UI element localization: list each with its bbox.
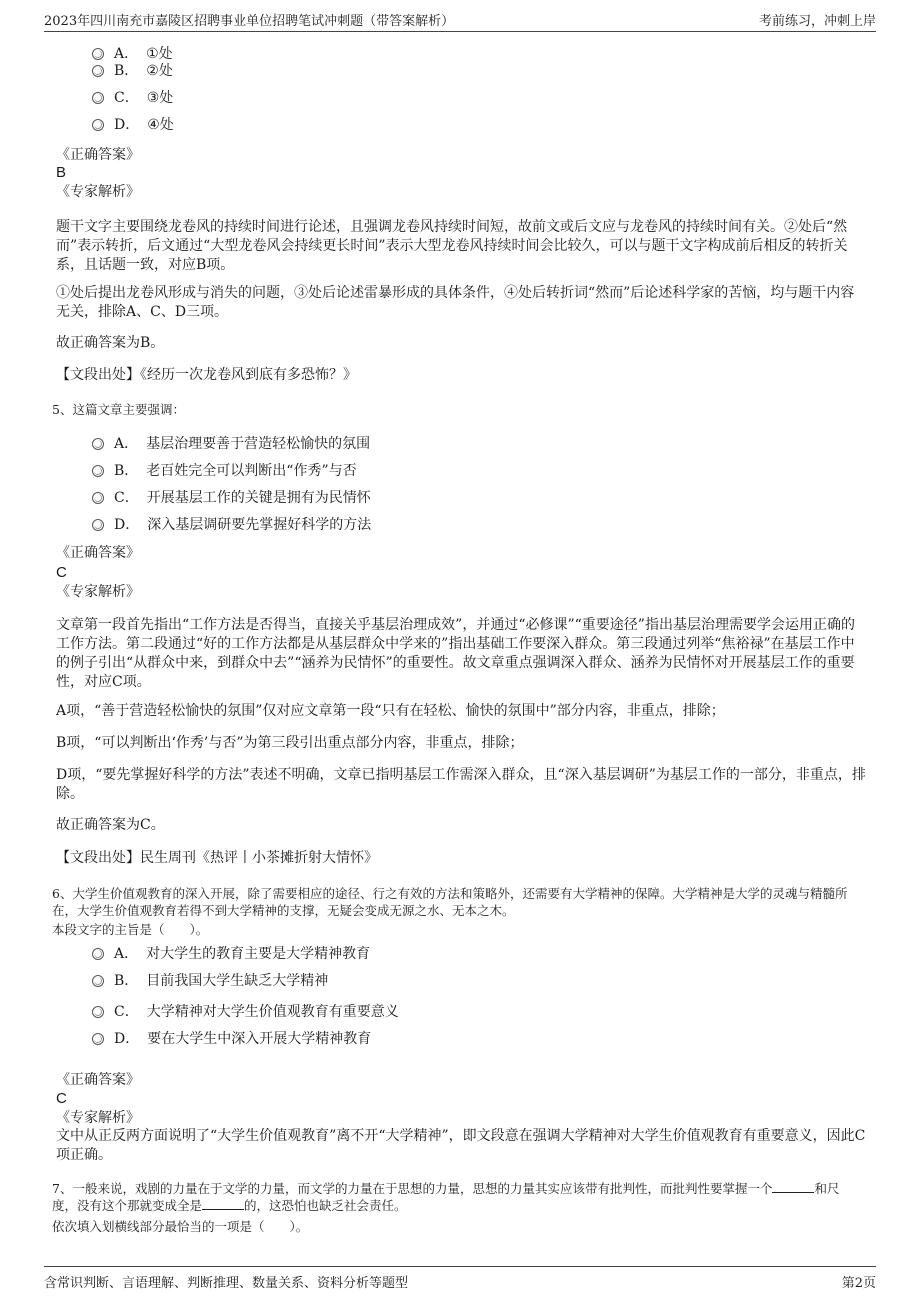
q5-option-a[interactable]: A． 基层治理要善于营造轻松愉快的氛围 [92,435,370,454]
q4-analysis-p3: 故正确答案为B。 [56,335,165,351]
radio-icon[interactable] [92,438,104,450]
q5-analysis-label: 《专家解析》 [56,584,140,600]
q5-analysis-p2: A项，“善于营造轻松愉快的氛围”仅对应文章第一段“只有在轻松、愉快的氛围中”部分内容，非重点，排除； [56,703,725,719]
q7-question: 依次填入划横线部分最恰当的一项是（ ）。 [52,1219,309,1234]
q5-answer-label: 《正确答案》 [56,545,140,561]
radio-icon[interactable] [92,519,104,531]
radio-icon[interactable] [92,92,104,104]
q4-option-a[interactable]: A． ①处 [92,45,173,64]
q4-analysis-p2: ①处后提出龙卷风形成与消失的问题，③处后论述雷暴形成的具体条件，④处后转折词“然而”后论述科学家的苦恼，均与题干内容无关，排除A、C、D三项。 [56,285,855,320]
radio-icon[interactable] [92,948,104,960]
q6-question: 本段文字的主旨是（ ）。 [52,922,209,937]
radio-icon[interactable] [92,65,104,77]
q6-answer: C [56,1090,67,1107]
q4-option-b[interactable]: B． ②处 [92,62,173,81]
page-number: 第2页 [841,1276,876,1291]
q4-source: 【文段出处】《经历一次龙卷风到底有多恐怖？》 [56,367,357,383]
q5-option-d[interactable]: D． 深入基层调研要先掌握好科学的方法 [92,516,371,535]
q4-option-d[interactable]: D． ④处 [92,116,174,135]
radio-icon[interactable] [92,48,104,60]
q6-option-a[interactable]: A． 对大学生的教育主要是大学精神教育 [92,945,370,964]
q6-analysis-label: 《专家解析》 [56,1110,140,1126]
radio-icon[interactable] [92,975,104,987]
radio-icon[interactable] [92,465,104,477]
header-slogan: 考前练习，冲刺上岸 [758,14,876,29]
q5-analysis-p4: D项，“要先掌握好科学的方法”表述不明确，文章已指明基层工作需深入群众，且“深入基层调研”为基层工作的一部分，非重点，排除。 [56,767,866,802]
page-footer [0,1262,920,1302]
q7-stem: 7、一般来说，戏剧的力量在于文学的力量，而文学的力量在于思想的力量，思想的力量其实应该带有批判性，而批判性要掌握一个 和尺度，没有这个那就变成全是 的，这恐怕也缺乏社会责任。 [52,1181,840,1213]
footer-categories: 含常识判断、言语理解、判断推理、数量关系、资料分析等题型 [44,1276,409,1291]
q5-option-c[interactable]: C． 开展基层工作的关键是拥有为民情怀 [92,489,371,508]
document-title: 2023年四川南充市嘉陵区招聘事业单位招聘笔试冲刺题（带答案解析） [44,14,455,29]
q5-option-b[interactable]: B． 老百姓完全可以判断出“作秀”与否 [92,462,357,481]
radio-icon[interactable] [92,119,104,131]
q6-stem: 6、大学生价值观教育的深入开展，除了需要相应的途径、行之有效的方法和策略外，还需要有大学精神的保障。大学精神是大学的灵魂与精髓所在，大学生价值观教育若得不到大学精神的支撑，无疑会变成无源之水、无本之木。 [52,886,848,918]
q4-analysis-label: 《专家解析》 [56,184,140,200]
q6-analysis-p1: 文中从正反两方面说明了“大学生价值观教育”离不开“大学精神”，即文段意在强调大学精神对大学生价值观教育有重要意义，因此C项正确。 [56,1128,866,1163]
q5-source: 【文段出处】民生周刊《热评丨小茶摊折射大情怀》 [56,850,378,866]
q5-analysis-p5: 故正确答案为C。 [56,817,165,833]
q4-answer: B [56,164,67,181]
radio-icon[interactable] [92,1006,104,1018]
footer-divider [44,1266,876,1267]
q5-analysis-p1: 文章第一段首先指出“工作方法是否得当，直接关乎基层治理成效”，并通过“必修课”“重要途径”指出基层治理需要学会运用正确的工作方法。第二段通过“好的工作方法都是从基层群众中学来的”指出基础工作要深入群众。第三段通过列举“焦裕禄”在基层工作中的例子引出“从群众中来，到群众中去”“涵养为民情怀”的重要性。故文章重点强调深入群众、涵养为民情怀对开展基层工作的重要性，对应C项。 [56,617,855,690]
q4-analysis-p1: 题干文字主要围绕龙卷风的持续时间进行论述，且强调龙卷风持续时间短，故前文或后文应与龙卷风的持续时间有关。②处后“然而”表示转折，后文通过“大型龙卷风会持续更长时间”表示大型龙卷风持续时间会比较久，可以与题干文字构成前后相反的转折关系，且话题一致，对应B项。 [56,219,848,273]
header-divider [44,31,876,32]
q5-analysis-p3: B项，“可以判断出‘作秀’与否”为第三段引出重点部分内容，非重点，排除； [56,735,524,751]
fill-blank-1[interactable] [772,1180,814,1193]
q6-option-b[interactable]: B． 目前我国大学生缺乏大学精神 [92,972,328,991]
q5-answer: C [56,564,67,581]
q6-option-d[interactable]: D． 要在大学生中深入开展大学精神教育 [92,1030,371,1049]
q5-stem: 5、这篇文章主要强调： [52,402,185,417]
page-header [0,0,920,34]
q6-answer-label: 《正确答案》 [56,1072,140,1088]
radio-icon[interactable] [92,1033,104,1045]
radio-icon[interactable] [92,492,104,504]
q4-answer-label: 《正确答案》 [56,147,140,163]
fill-blank-2[interactable] [202,1197,244,1210]
q6-option-c[interactable]: C． 大学精神对大学生价值观教育有重要意义 [92,1003,399,1022]
q4-option-c[interactable]: C． ③处 [92,89,173,108]
